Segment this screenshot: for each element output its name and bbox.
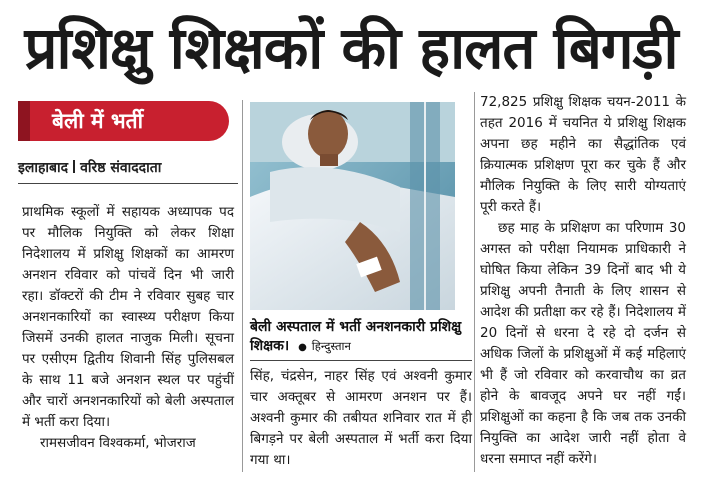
byline-rule	[18, 183, 238, 184]
article-paragraph: छह माह के प्रशिक्षण का परिणाम 30 अगस्त को परीक्षा नियामक प्राधिकारी ने घोषित किया लेकिन 39 दिनों बाद भी ये प्रशिक्षु अपनी तैनाती के लिए शासन से आदेश की प्रतीक्षा कर रहे हैं। निदेशालय में 20 दिनों से धरना दे रहे दो दर्जन से अधिक जिलों के प्रशिक्षुओं में कई महिलाएं भी हैं जो रविवार को करवाचौथ का व्रत होने के बावजूद अपने घर नहीं गईं। प्रशिक्षुओं का कहना है कि जब तक उनकी नियुक्ति का आदेश जारी नहीं होता वे धरना समाप्त नहीं करेंगे।	[480, 220, 686, 467]
article-column-2	[250, 366, 472, 471]
kicker-text: बेली में भर्ती	[52, 109, 144, 133]
byline-separator	[73, 160, 75, 173]
article-paragraph: सिंह, चंद्रसेन, नाहर सिंह एवं अश्वनी कुमार चार अक्तूबर से आमरण अनशन पर हैं। अश्वनी कुमार की तबीयत शनिवार रात में ही बिगड़ने पर बेली अस्पताल में भर्ती करा दिया गया था।	[250, 368, 472, 468]
article-column-1	[22, 202, 234, 454]
article-column-3	[480, 92, 686, 470]
article-paragraph: प्राथमिक स्कूलों में सहायक अध्यापक पद पर मौलिक नियुक्ति को लेकर शिक्षा निदेशालय में प्रशिक्षु शिक्षकों का आमरण अनशन रविवार को पांचवें दिन भी जारी रहा। डॉक्टरों की टीम ने रविवार सुबह चार अनशनकारियों का स्वास्थ्य परीक्षण किया जिसमें उनकी हालत नाजुक मिली। सूचना पर एसीएम द्वितीय शिवानी सिंह पुलिसबल के साथ 11 बजे अनशन स्थल पर पहुंचीं और चारों अनशनकारियों को बेली अस्पताल में भर्ती करा दिया।	[22, 204, 234, 430]
caption-bullet: ●	[298, 342, 307, 353]
column-divider	[474, 92, 475, 472]
photo-credit: हिन्दुस्तान	[311, 339, 351, 353]
news-photo	[250, 102, 455, 310]
column-divider	[242, 100, 243, 472]
byline	[18, 158, 243, 177]
kicker-banner	[18, 101, 229, 141]
caption-text: बेली अस्पताल में भर्ती अनशनकारी प्रशिक्षु शिक्षक।	[250, 319, 462, 354]
byline-reporter: वरिष्ठ संवाददाता	[80, 160, 162, 176]
article-paragraph: रामसजीवन विश्वकर्मा, भोजराज	[40, 435, 196, 451]
kicker-accent-bar	[18, 101, 30, 141]
hospital-bed-photo	[250, 102, 455, 310]
byline-place: इलाहाबाद	[18, 160, 69, 176]
caption-rule	[250, 360, 472, 361]
article-paragraph: 72,825 प्रशिक्षु शिक्षक चयन-2011 के तहत 2016 में चयनित ये प्रशिक्षु शिक्षक अपना छह महीने का सैद्धांतिक एवं क्रियात्मक प्रशिक्षण पूरा कर चुके हैं और मौलिक नियुक्ति के लिए सारी योग्यताएं पूरी करते हैं।	[480, 94, 686, 215]
headline: प्रशिक्षु शिक्षकों की हालत बिगड़ी	[24, 14, 678, 82]
photo-caption	[250, 318, 466, 357]
